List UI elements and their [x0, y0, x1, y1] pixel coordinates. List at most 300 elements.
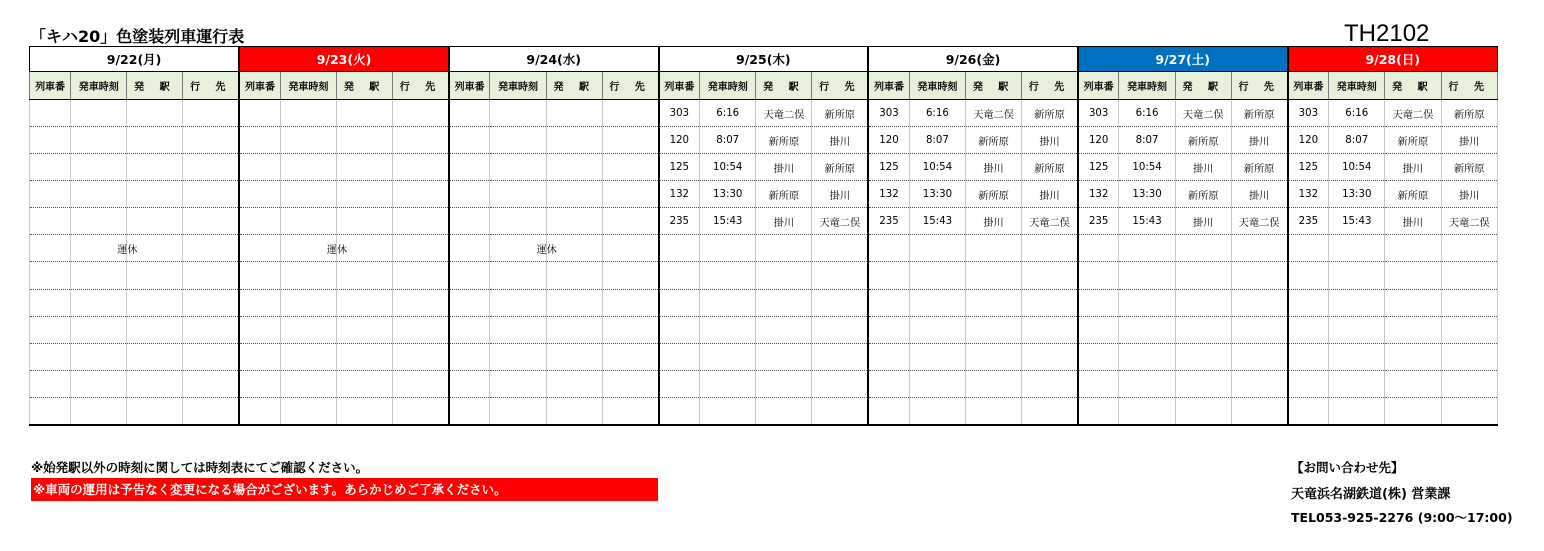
table-cell: 15:43: [700, 208, 756, 235]
column-header: 行 先: [812, 71, 868, 99]
table-cell: [336, 343, 392, 370]
table-cell: [965, 397, 1021, 425]
table-cell: [30, 127, 71, 154]
table-cell: 天竜二俣: [756, 100, 812, 127]
table-cell: [602, 262, 658, 289]
table-cell: [965, 235, 1021, 262]
table-cell: 掛川: [1231, 181, 1287, 208]
table-cell: [812, 316, 868, 343]
column-header: 列車番: [239, 71, 280, 99]
table-cell: 新所原: [965, 181, 1021, 208]
table-cell: [909, 397, 965, 425]
table-cell: [393, 208, 449, 235]
table-cell: [602, 235, 658, 262]
table-cell: 120: [659, 127, 700, 154]
table-cell: 天竜二俣: [1385, 100, 1441, 127]
table-cell: [336, 316, 392, 343]
table-cell: [909, 370, 965, 397]
table-cell: [183, 208, 239, 235]
table-cell: 132: [659, 181, 700, 208]
table-cell: [1231, 235, 1287, 262]
table-cell: [280, 208, 336, 235]
table-cell: [546, 289, 602, 316]
table-cell: 15:43: [909, 208, 965, 235]
table-cell: [280, 370, 336, 397]
table-cell: [239, 397, 280, 425]
table-cell: [659, 370, 700, 397]
table-cell: 15:43: [1329, 208, 1385, 235]
table-cell: [127, 127, 183, 154]
table-cell: [183, 235, 239, 262]
table-cell: 10:54: [1329, 154, 1385, 181]
table-cell: [183, 343, 239, 370]
table-cell: [449, 370, 490, 397]
table-cell: 新所原: [1022, 154, 1078, 181]
table-cell: [1078, 316, 1119, 343]
table-cell: [1022, 235, 1078, 262]
table-cell: [868, 343, 909, 370]
table-cell: [183, 262, 239, 289]
table-cell: [393, 343, 449, 370]
table-cell: [1231, 343, 1287, 370]
table-cell: [127, 289, 183, 316]
table-cell: [1175, 289, 1231, 316]
table-cell: [756, 370, 812, 397]
table-cell: 125: [868, 154, 909, 181]
table-cell: [71, 154, 127, 181]
table-cell: [812, 262, 868, 289]
table-cell: 132: [868, 181, 909, 208]
table-cell: [71, 370, 127, 397]
table-cell: [700, 235, 756, 262]
table-cell: [1119, 397, 1175, 425]
table-cell: [30, 235, 71, 262]
table-cell: [183, 289, 239, 316]
suspended-label: 運休: [280, 235, 336, 262]
table-cell: [1441, 235, 1498, 262]
table-cell: [700, 316, 756, 343]
table-cell: [393, 289, 449, 316]
table-cell: [909, 289, 965, 316]
table-cell: 15:43: [1119, 208, 1175, 235]
table-cell: 掛川: [1175, 154, 1231, 181]
table-cell: 6:16: [1119, 100, 1175, 127]
table-cell: [30, 181, 71, 208]
table-cell: 新所原: [1231, 154, 1287, 181]
contact-name: 天竜浜名湖鉄道(株) 営業課: [1291, 487, 1451, 502]
table-cell: [30, 289, 71, 316]
table-cell: [909, 235, 965, 262]
table-cell: 新所原: [1175, 127, 1231, 154]
table-cell: [1288, 343, 1329, 370]
contact-tel: TEL053-925-2276 (9:00～17:00): [1291, 510, 1513, 525]
table-cell: [239, 235, 280, 262]
day-header: 9/26(金): [868, 47, 1078, 72]
table-cell: [30, 370, 71, 397]
table-cell: 天竜二俣: [1022, 208, 1078, 235]
table-cell: [449, 154, 490, 181]
table-cell: 6:16: [700, 100, 756, 127]
table-cell: [1441, 289, 1498, 316]
column-header: 発車時刻: [1119, 71, 1175, 99]
table-cell: 新所原: [1231, 100, 1287, 127]
table-cell: [490, 343, 546, 370]
table-cell: [1175, 343, 1231, 370]
table-cell: [700, 370, 756, 397]
table-cell: 120: [1288, 127, 1329, 154]
table-cell: [1329, 370, 1385, 397]
table-cell: [71, 397, 127, 425]
table-cell: [1078, 397, 1119, 425]
table-cell: [71, 316, 127, 343]
table-cell: [756, 316, 812, 343]
table-cell: 新所原: [1385, 181, 1441, 208]
table-cell: 掛川: [965, 154, 1021, 181]
day-header: 9/27(土): [1078, 47, 1288, 72]
table-cell: [239, 100, 280, 127]
table-cell: [280, 154, 336, 181]
table-cell: [812, 289, 868, 316]
column-header: 列車番: [449, 71, 490, 99]
table-cell: [868, 262, 909, 289]
table-cell: [546, 397, 602, 425]
table-cell: 13:30: [1119, 181, 1175, 208]
day-header: 9/23(火): [239, 47, 449, 72]
table-cell: [1329, 397, 1385, 425]
table-cell: 132: [1078, 181, 1119, 208]
table-cell: [1119, 316, 1175, 343]
table-cell: [1175, 397, 1231, 425]
table-cell: [280, 289, 336, 316]
table-cell: [546, 100, 602, 127]
schedule-table: [29, 46, 1498, 426]
table-cell: [1441, 262, 1498, 289]
table-cell: [183, 397, 239, 425]
table-cell: 6:16: [1329, 100, 1385, 127]
table-cell: [490, 316, 546, 343]
table-cell: [490, 289, 546, 316]
table-cell: 新所原: [756, 181, 812, 208]
table-cell: [490, 397, 546, 425]
table-cell: [183, 127, 239, 154]
table-cell: [30, 397, 71, 425]
table-cell: 新所原: [1441, 154, 1498, 181]
table-row: [30, 208, 1498, 235]
table-cell: [183, 370, 239, 397]
table-cell: [1175, 316, 1231, 343]
table-cell: 掛川: [756, 208, 812, 235]
table-cell: 235: [868, 208, 909, 235]
document-code: TH2102: [1344, 20, 1430, 47]
table-cell: [1288, 235, 1329, 262]
table-cell: [71, 343, 127, 370]
table-cell: [280, 127, 336, 154]
table-cell: [659, 343, 700, 370]
table-cell: [239, 316, 280, 343]
table-cell: [909, 343, 965, 370]
table-cell: [336, 397, 392, 425]
table-cell: [1231, 316, 1287, 343]
table-cell: [393, 127, 449, 154]
table-cell: [546, 343, 602, 370]
table-cell: [812, 397, 868, 425]
table-cell: 13:30: [700, 181, 756, 208]
table-cell: [812, 343, 868, 370]
table-cell: [449, 316, 490, 343]
table-cell: [239, 262, 280, 289]
table-cell: [1022, 289, 1078, 316]
table-cell: [546, 370, 602, 397]
table-cell: [659, 289, 700, 316]
table-cell: [1441, 316, 1498, 343]
table-cell: 303: [1078, 100, 1119, 127]
table-cell: [602, 289, 658, 316]
table-cell: [71, 262, 127, 289]
table-cell: [965, 316, 1021, 343]
table-row: [30, 127, 1498, 154]
column-header: 行 先: [602, 71, 658, 99]
table-cell: [336, 208, 392, 235]
table-cell: [280, 316, 336, 343]
column-header: 発車時刻: [700, 71, 756, 99]
table-cell: [127, 397, 183, 425]
table-row: [30, 370, 1498, 397]
table-cell: [868, 370, 909, 397]
column-header: 列車番: [1078, 71, 1119, 99]
table-cell: [1078, 262, 1119, 289]
column-header: 列車番: [1288, 71, 1329, 99]
table-cell: 8:07: [1329, 127, 1385, 154]
day-header: 9/24(水): [449, 47, 659, 72]
table-cell: 天竜二俣: [1175, 100, 1231, 127]
table-cell: [239, 370, 280, 397]
table-cell: 120: [1078, 127, 1119, 154]
column-header: 発車時刻: [280, 71, 336, 99]
table-cell: 235: [1288, 208, 1329, 235]
table-cell: [490, 100, 546, 127]
table-cell: [812, 370, 868, 397]
table-cell: [1119, 235, 1175, 262]
table-cell: [239, 154, 280, 181]
table-cell: [602, 343, 658, 370]
table-cell: [1385, 316, 1441, 343]
table-cell: 235: [1078, 208, 1119, 235]
table-cell: [127, 181, 183, 208]
table-cell: 8:07: [909, 127, 965, 154]
table-cell: [183, 154, 239, 181]
column-header: 発車時刻: [490, 71, 546, 99]
table-cell: 新所原: [812, 100, 868, 127]
table-cell: [1329, 235, 1385, 262]
note-vehicle-change: ※車両の運用は予告なく変更になる場合がございます。あらかじめご了承ください。: [31, 478, 658, 501]
column-header: 発 駅: [127, 71, 183, 99]
table-cell: [393, 235, 449, 262]
table-cell: [1175, 262, 1231, 289]
table-cell: [1119, 370, 1175, 397]
table-cell: [1288, 316, 1329, 343]
table-cell: [1231, 370, 1287, 397]
table-cell: [700, 289, 756, 316]
column-header: 発 駅: [965, 71, 1021, 99]
table-cell: [127, 343, 183, 370]
table-cell: [336, 289, 392, 316]
table-cell: [449, 235, 490, 262]
table-cell: 8:07: [1119, 127, 1175, 154]
table-cell: [393, 154, 449, 181]
table-cell: [868, 235, 909, 262]
table-cell: [336, 262, 392, 289]
table-cell: [280, 262, 336, 289]
table-cell: [449, 289, 490, 316]
table-cell: 125: [659, 154, 700, 181]
table-cell: [1022, 343, 1078, 370]
table-cell: [449, 208, 490, 235]
column-header: 行 先: [183, 71, 239, 99]
table-cell: [1288, 370, 1329, 397]
table-cell: 新所原: [812, 154, 868, 181]
column-header: 発車時刻: [1329, 71, 1385, 99]
suspended-label: 運休: [71, 235, 127, 262]
table-cell: 新所原: [965, 127, 1021, 154]
table-cell: 13:30: [1329, 181, 1385, 208]
table-cell: [1078, 370, 1119, 397]
table-cell: [71, 289, 127, 316]
table-cell: [449, 343, 490, 370]
table-row: [30, 154, 1498, 181]
table-cell: [1385, 289, 1441, 316]
table-cell: 天竜二俣: [1441, 208, 1498, 235]
table-cell: [30, 154, 71, 181]
table-cell: [965, 343, 1021, 370]
table-cell: [127, 262, 183, 289]
table-cell: [965, 289, 1021, 316]
table-cell: 掛川: [812, 181, 868, 208]
table-cell: [1441, 343, 1498, 370]
table-cell: [449, 100, 490, 127]
table-cell: [909, 316, 965, 343]
table-cell: 10:54: [700, 154, 756, 181]
table-cell: [812, 235, 868, 262]
table-cell: [602, 127, 658, 154]
table-cell: [602, 208, 658, 235]
day-header: 9/28(日): [1288, 47, 1498, 72]
table-cell: 掛川: [1385, 208, 1441, 235]
table-cell: [280, 181, 336, 208]
table-cell: [449, 262, 490, 289]
table-cell: [546, 208, 602, 235]
table-cell: [1078, 289, 1119, 316]
table-cell: [393, 262, 449, 289]
table-row: [30, 262, 1498, 289]
table-cell: [756, 289, 812, 316]
table-cell: [602, 316, 658, 343]
table-row: [30, 181, 1498, 208]
column-header: 発車時刻: [909, 71, 965, 99]
table-cell: [965, 262, 1021, 289]
table-cell: [30, 262, 71, 289]
table-cell: [393, 316, 449, 343]
column-header: 発 駅: [756, 71, 812, 99]
table-cell: [30, 100, 71, 127]
table-cell: 125: [1288, 154, 1329, 181]
table-cell: 掛川: [1022, 127, 1078, 154]
table-cell: [1329, 316, 1385, 343]
column-header: 行 先: [1231, 71, 1287, 99]
table-cell: [659, 397, 700, 425]
column-header: 列車番: [659, 71, 700, 99]
table-cell: 掛川: [1441, 181, 1498, 208]
column-header: 発 駅: [1175, 71, 1231, 99]
table-cell: 掛川: [812, 127, 868, 154]
table-cell: 掛川: [1441, 127, 1498, 154]
table-cell: [239, 343, 280, 370]
table-cell: 13:30: [909, 181, 965, 208]
table-cell: [71, 181, 127, 208]
table-cell: [1288, 262, 1329, 289]
column-header: 行 先: [1441, 71, 1498, 99]
table-row: [30, 316, 1498, 343]
column-header: 行 先: [1022, 71, 1078, 99]
table-cell: [659, 235, 700, 262]
table-cell: [1119, 262, 1175, 289]
table-cell: [449, 127, 490, 154]
table-cell: [280, 100, 336, 127]
table-cell: [239, 289, 280, 316]
table-cell: [1385, 370, 1441, 397]
table-cell: [756, 235, 812, 262]
table-cell: 6:16: [909, 100, 965, 127]
table-cell: [71, 208, 127, 235]
table-cell: [239, 127, 280, 154]
table-cell: 303: [659, 100, 700, 127]
column-header: 列車番: [30, 71, 71, 99]
table-cell: 新所原: [1175, 181, 1231, 208]
table-cell: [602, 181, 658, 208]
table-cell: 235: [659, 208, 700, 235]
table-cell: [1078, 343, 1119, 370]
table-cell: [1231, 397, 1287, 425]
table-cell: [1329, 262, 1385, 289]
table-cell: 掛川: [965, 208, 1021, 235]
table-cell: [546, 181, 602, 208]
column-header: 発車時刻: [71, 71, 127, 99]
table-cell: [1078, 235, 1119, 262]
table-cell: [1329, 289, 1385, 316]
table-row: [30, 343, 1498, 370]
table-cell: [393, 397, 449, 425]
table-cell: [1119, 289, 1175, 316]
table-cell: [965, 370, 1021, 397]
table-cell: [280, 343, 336, 370]
table-cell: [546, 262, 602, 289]
table-cell: [1175, 370, 1231, 397]
table-cell: [336, 370, 392, 397]
table-cell: 掛川: [1175, 208, 1231, 235]
column-header: 行 先: [393, 71, 449, 99]
table-cell: [1022, 316, 1078, 343]
table-cell: [1385, 262, 1441, 289]
note-timetable: ※始発駅以外の時刻に関しては時刻表にてご確認ください。: [31, 460, 369, 475]
table-cell: [490, 181, 546, 208]
table-cell: [336, 154, 392, 181]
table-cell: 掛川: [756, 154, 812, 181]
table-cell: [490, 262, 546, 289]
day-header: 9/25(木): [659, 47, 869, 72]
table-cell: [490, 208, 546, 235]
table-cell: [183, 181, 239, 208]
table-cell: 掛川: [1231, 127, 1287, 154]
contact-title: 【お問い合わせ先】: [1291, 460, 1404, 475]
